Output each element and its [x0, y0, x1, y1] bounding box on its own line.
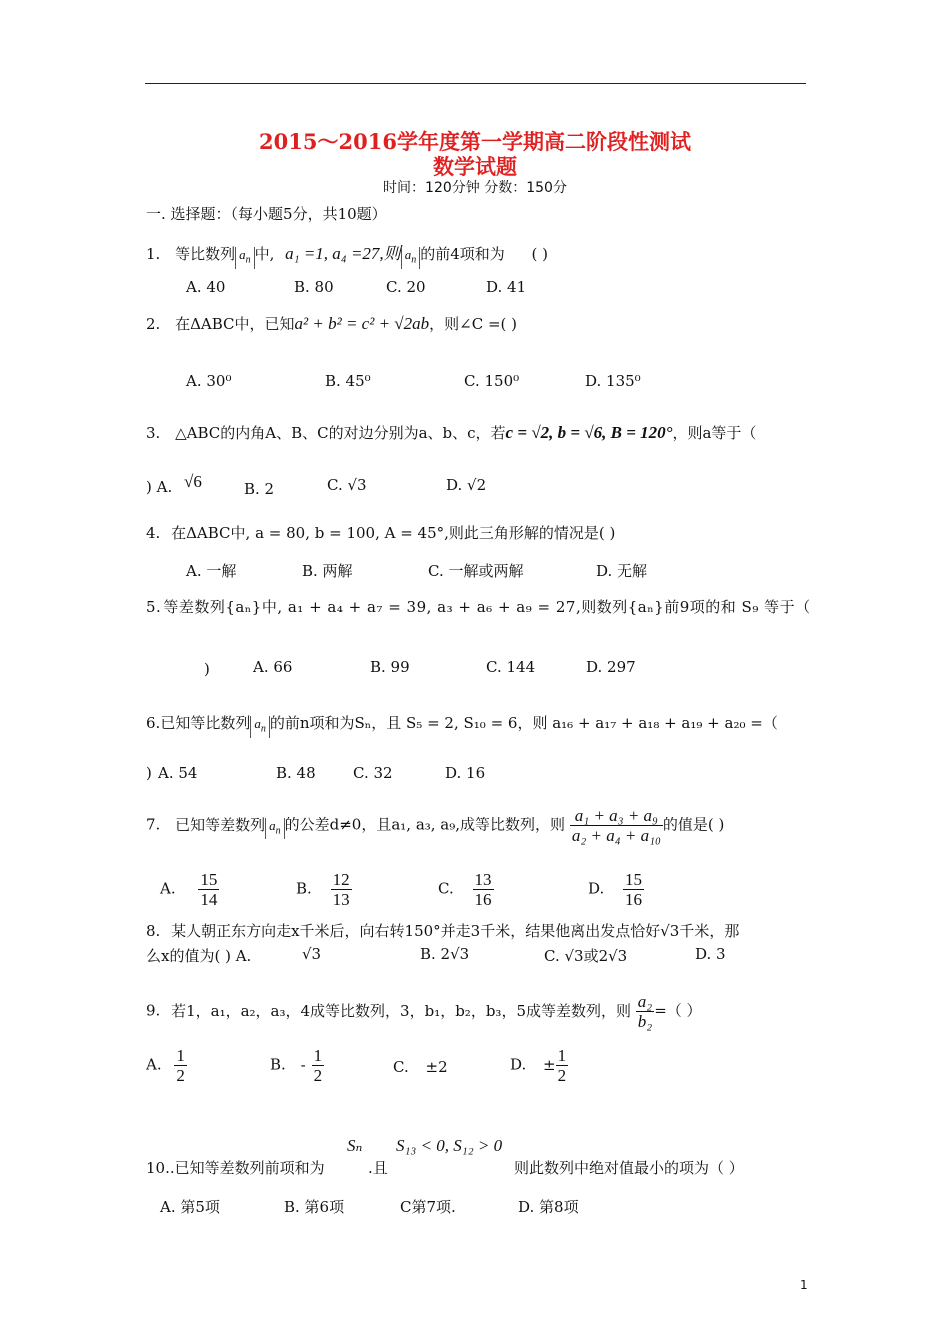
- q3-option-d: D. √2: [446, 476, 487, 494]
- q7-fraction: $\frac{\text{a₁ + a₃ + a₉}}{\text{a₂ + a₄ + a₁₀}}$: [571, 806, 661, 845]
- q4-number: 4.: [146, 524, 161, 542]
- q5-continuation: ): [204, 660, 210, 678]
- q10-condition: S₁₃ < 0, S₁₂ > 0: [396, 1136, 503, 1155]
- q8-line-1: 某人朝正东方向走x千米后，向右转150°并走3千米，结果他离出发点恰好√3千米，那: [171, 922, 740, 940]
- q5-option-a: A. 66: [253, 658, 293, 676]
- q9-option-d: D. ± $\frac{1}{2}$: [510, 1046, 567, 1085]
- q8-option-a: √3: [302, 945, 322, 963]
- q7-option-a: A. $\frac{15}{14}$: [160, 870, 218, 909]
- q1-option-d: D. 41: [486, 278, 527, 296]
- q10-number: 10..: [146, 1159, 175, 1177]
- q9-text-b: =（ ）: [654, 1001, 702, 1020]
- q6-option-a: A. 54: [158, 764, 198, 782]
- q10-option-a: A. 第5项: [160, 1198, 220, 1216]
- q7-text-b: 的公差d≠0，且a₁, a₃, a₉,成等比数列，则: [284, 815, 566, 834]
- q1-option-c: C. 20: [386, 278, 426, 296]
- q2-expression: a² + b² = c² + √2ab: [294, 314, 430, 333]
- question-1: [146, 239, 548, 269]
- q10-option-b: B. 第6项: [284, 1198, 345, 1216]
- q3-text-b: ，则a等于（: [672, 424, 757, 442]
- q4-option-d: D. 无解: [596, 562, 648, 580]
- q10-text-b: .且: [368, 1159, 388, 1177]
- q3-text-a: △ABC的内角A、B、C的对边分别为a、b、c，若: [175, 424, 506, 442]
- question-6: [146, 712, 778, 738]
- question-9: [146, 992, 702, 1031]
- page-number: 1: [800, 1278, 808, 1292]
- q4-text: 在ΔABC中, a = 80, b = 100, A = 45°,则此三角形解的情况是( ): [171, 524, 616, 542]
- q6-text-b: 的前n项和为Sₙ，且 S₅ = 2, S₁₀ = 6，则 a₁₆ + a₁₇ + a₁₈ + a₁₉ + a₂₀ =（: [269, 714, 778, 732]
- q10-text-a: 已知等差数列前项和为: [174, 1159, 325, 1177]
- q9-option-b: B. - $\frac{1}{2}$: [270, 1046, 323, 1085]
- q10-option-c: C第7项.: [400, 1198, 456, 1216]
- q6-option-c: C. 32: [353, 764, 393, 782]
- q8-option-d: D. 3: [695, 945, 726, 963]
- q2-text-a: 在ΔABC中，已知: [175, 315, 295, 333]
- q4-option-b: B. 两解: [302, 562, 353, 580]
- q6-text-a: 已知等比数列: [160, 714, 251, 732]
- section-heading: 一. 选择题：（每小题5分，共10题）: [146, 205, 387, 223]
- q2-option-a: A. 30⁰: [186, 372, 232, 390]
- q2-text-b: ，则∠C =( ): [429, 315, 517, 333]
- q1-option-b: B. 80: [294, 278, 334, 296]
- question-8: [146, 920, 739, 941]
- q2-number: 2.: [146, 315, 161, 333]
- q1-sequence-2: $a_n$: [401, 247, 421, 269]
- q3-expression: c = √2, b = √6, B = 120°: [505, 423, 673, 442]
- q8-option-c: C. √3或2√3: [544, 947, 628, 965]
- q1-answer-paren: ( ): [531, 245, 548, 263]
- q10-sn: Sₙ: [347, 1136, 363, 1155]
- time-score-line: 时间：120分钟 分数：150分: [383, 180, 567, 196]
- q7-text-c: 的值是( ): [662, 815, 725, 834]
- q6-continuation: ): [146, 764, 152, 782]
- q5-number: 5.: [146, 598, 162, 616]
- q1-option-a: A. 40: [186, 278, 226, 296]
- q5-text: 等差数列{aₙ}中, a₁ + a₄ + a₇ = 39, a₃ + a₆ + a₉ = 27,则数列{aₙ}前9项的和 S₉ 等于（: [163, 598, 811, 616]
- q2-option-c: C. 150⁰: [464, 372, 520, 390]
- q9-option-c: C. ±2: [393, 1058, 448, 1076]
- q1-number: 1.: [146, 245, 161, 263]
- question-10: [146, 1157, 325, 1178]
- q7-option-d: D. $\frac{15}{16}$: [588, 870, 643, 909]
- q7-option-c: C. $\frac{13}{16}$: [438, 870, 492, 909]
- q5-option-d: D. 297: [586, 658, 636, 676]
- q9-text: 若1，a₁，a₂，a₃，4成等比数列，3，b₁，b₂，b₃，5成等差数列，则: [171, 1001, 631, 1020]
- question-2: [146, 313, 517, 334]
- q4-option-a: A. 一解: [186, 562, 237, 580]
- question-7: [146, 806, 724, 845]
- q1-text-a: 等比数列: [175, 245, 236, 263]
- q3-number: 3.: [146, 424, 161, 442]
- exam-title: 2015～2016学年度第一学期高二阶段性测试: [259, 129, 691, 154]
- q3-option-a: √6: [184, 472, 202, 491]
- q1-text-b: 中,: [254, 245, 275, 263]
- q8-number: 8.: [146, 922, 161, 940]
- exam-subject: 数学试题: [433, 154, 517, 179]
- q8-option-b: B. 2√3: [420, 945, 470, 963]
- q5-option-b: B. 99: [370, 658, 410, 676]
- q7-sequence: $a_n$: [265, 818, 285, 840]
- q6-number: 6.: [146, 714, 161, 732]
- q7-option-b: B. $\frac{12}{13}$: [296, 870, 350, 909]
- q3-option-c: C. √3: [327, 476, 367, 494]
- question-5: [146, 596, 811, 617]
- header-rule: [145, 83, 806, 84]
- q2-option-b: B. 45⁰: [325, 372, 371, 390]
- question-4: [146, 522, 615, 543]
- q9-fraction: $\frac{\text{a₂}}{\text{b₂}}$: [637, 992, 653, 1031]
- q1-text-c: 的前4项和为: [420, 245, 505, 263]
- q7-number: 7.: [146, 815, 161, 834]
- q1-condition: a₁ =1, a₄ =27,则: [285, 244, 401, 263]
- q9-option-a: A. $\frac{1}{2}$: [146, 1046, 185, 1085]
- q2-option-d: D. 135⁰: [585, 372, 641, 390]
- q6-sequence: $a_n$: [250, 716, 270, 738]
- q10-text-c: 则此数列中绝对值最小的项为（ ）: [514, 1159, 744, 1177]
- q1-sequence: $a_n$: [235, 247, 255, 269]
- q4-option-c: C. 一解或两解: [428, 562, 524, 580]
- q9-number: 9.: [146, 1001, 161, 1020]
- q5-option-c: C. 144: [486, 658, 536, 676]
- q6-option-d: D. 16: [445, 764, 486, 782]
- q10-option-d: D. 第8项: [518, 1198, 579, 1216]
- q6-option-b: B. 48: [276, 764, 316, 782]
- q7-text-a: 已知等差数列: [175, 815, 266, 834]
- question-3: [146, 422, 756, 443]
- q3-continuation: ) A.: [146, 478, 173, 496]
- q3-option-b: B. 2: [244, 480, 275, 498]
- q8-line-2: 么x的值为( ) A.: [146, 947, 252, 965]
